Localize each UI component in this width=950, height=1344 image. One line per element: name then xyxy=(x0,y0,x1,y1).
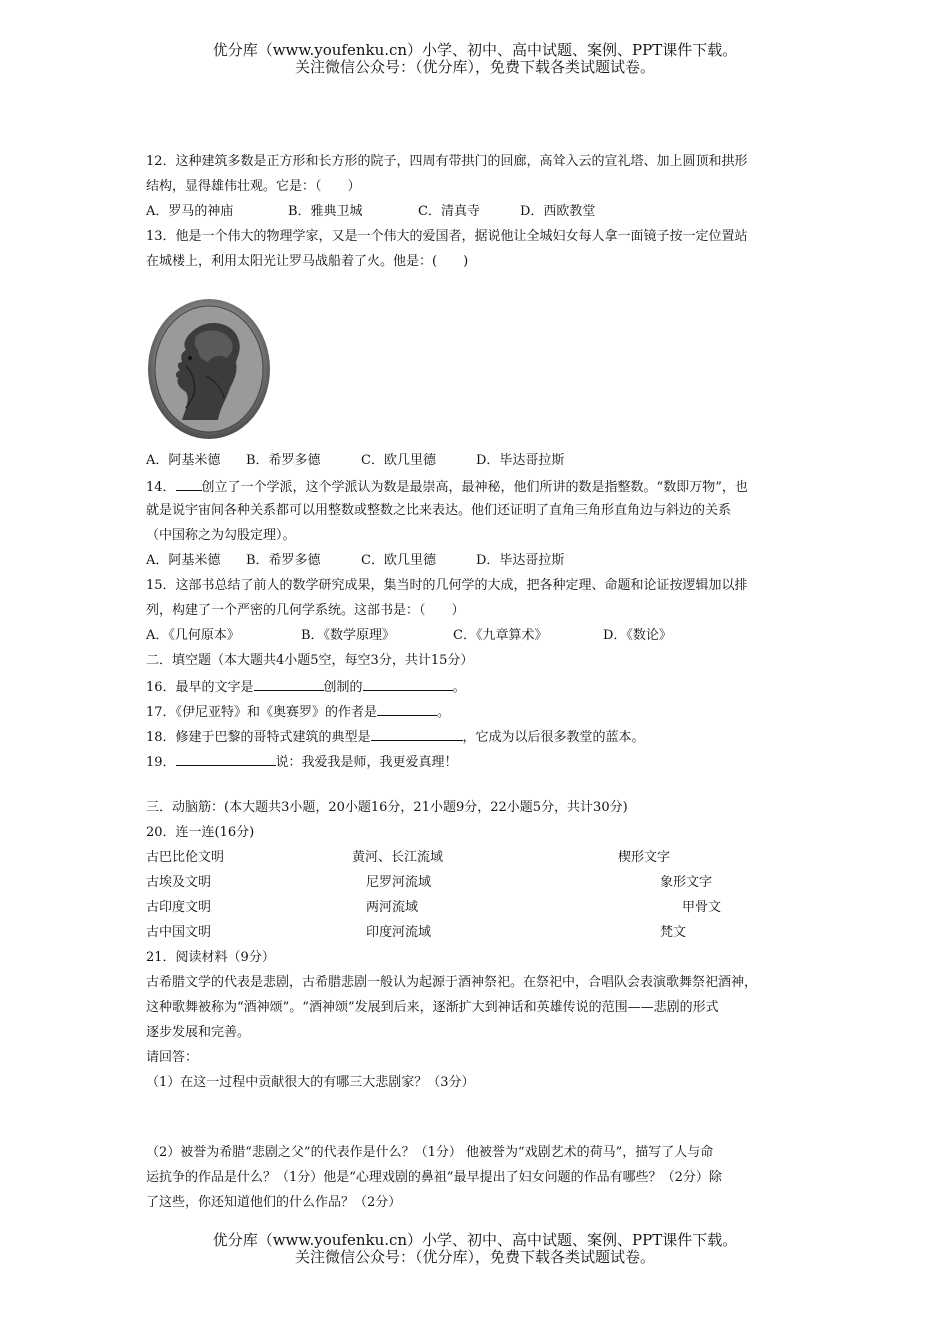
page-header xyxy=(0,42,950,76)
q14-option-b: B．希罗多德 xyxy=(246,553,321,568)
page-footer xyxy=(0,1232,950,1266)
q13-options xyxy=(146,453,564,469)
q17 xyxy=(146,703,450,721)
q14-line-2: 就是说宇宙间各种关系都可以用整数或整数之比来表达。他们还证明了直角三角形直角边与斜边的关系 xyxy=(146,503,732,518)
q14-line-1 xyxy=(146,478,748,496)
q15-options xyxy=(146,628,672,644)
q20-col2-item: 印度河流域 xyxy=(366,925,432,940)
q20-col3-item: 甲骨文 xyxy=(682,900,722,915)
q17-text-a: 17．《伊尼亚特》和《奥赛罗》的作者是 xyxy=(146,705,378,720)
q20-col1-item: 古埃及文明 xyxy=(146,875,212,890)
q14-number: 14． xyxy=(146,480,176,495)
q21-ask: 请回答： xyxy=(146,1050,199,1065)
q14-options xyxy=(146,553,564,569)
q13-option-b: B．希罗多德 xyxy=(246,453,321,468)
q19-blank xyxy=(176,753,276,766)
q16-blank-2 xyxy=(363,678,453,691)
q15-line-2: 列，构建了一个严密的几何学系统。这部书是：（ ） xyxy=(146,603,465,618)
q14-option-d: D．毕达哥拉斯 xyxy=(476,553,565,568)
header-line-2: 关注微信公众号：（优分库），免费下载各类试题试卷。 xyxy=(294,58,655,76)
q20-col3-item: 象形文字 xyxy=(660,875,713,890)
q12-option-d: D．西欧教堂 xyxy=(520,204,596,219)
q21-sub-question-1: （1）在这一过程中贡献很大的有哪三大悲剧家？（3分） xyxy=(146,1075,475,1090)
q15-option-c: C．《九章算术》 xyxy=(453,628,548,643)
q17-blank xyxy=(377,703,437,716)
q19-text-b: 说：我爱我是师，我更爱真理！ xyxy=(275,755,458,770)
q14-line-1-text: 创立了一个学派，这个学派认为数是最崇高，最神秘，他们所讲的数是指整数。“数即万物”，也 xyxy=(201,480,748,495)
q21-sub-question-2-line-3: 了这些，你还知道他们的什么作品？（2分） xyxy=(146,1195,402,1210)
q21-paragraph-line-3: 逐步发展和完善。 xyxy=(146,1025,251,1040)
q20-col1-item: 古中国文明 xyxy=(146,925,212,940)
q20-col1-item: 古巴比伦文明 xyxy=(146,850,225,865)
q21-paragraph-line-1: 古希腊文学的代表是悲剧，古希腊悲剧一般认为起源于酒神祭祀。在祭祀中，合唱队会表演歌舞祭祀酒神， xyxy=(146,975,758,990)
section-2-title: 二．填空题（本大题共4小题5空，每空3分，共计15分） xyxy=(146,653,474,668)
q18-text-a: 18．修建于巴黎的哥特式建筑的典型是 xyxy=(146,730,371,745)
q20-col2-item: 两河流域 xyxy=(366,900,419,915)
q18-blank xyxy=(371,728,463,741)
q20-col2-item: 黄河、长江流域 xyxy=(352,850,444,865)
q13-option-a: A．阿基米德 xyxy=(146,453,221,468)
q15-option-d: D．《数论》 xyxy=(603,628,672,643)
q16-blank-1 xyxy=(254,678,324,691)
header-line-1: 优分库（www.youfenku.cn）小学、初中、高中试题、案例、PPT课件下载。 xyxy=(212,41,738,59)
q20-title: 20．连一连(16分) xyxy=(146,825,255,840)
q14-option-c: C．欧几里德 xyxy=(361,553,436,568)
q15-line-1: 15．这部书总结了前人的数学研究成果，集当时的几何学的大成，把各种定理、命题和论证按逻辑加以排 xyxy=(146,578,748,593)
q14-line-3: （中国称之为勾股定理）。 xyxy=(146,528,296,543)
q12-option-b: B．雅典卫城 xyxy=(288,204,363,219)
q20-col1-item: 古印度文明 xyxy=(146,900,212,915)
q16-text-a: 16．最早的文字是 xyxy=(146,680,254,695)
q19-text-a: 19． xyxy=(146,755,176,770)
q13-line-2: 在城楼上，利用太阳光让罗马战船着了火。他是：( ) xyxy=(146,254,469,269)
q16 xyxy=(146,678,466,696)
q13-option-c: C．欧几里德 xyxy=(361,453,436,468)
q12-line-2: 结构，显得雄伟壮观。它是：（ ） xyxy=(146,179,361,194)
q12-option-c: C．清真寺 xyxy=(418,204,480,219)
q19 xyxy=(146,753,458,771)
q16-text-b: 创制的 xyxy=(323,680,363,695)
q21-paragraph-line-2: 这种歌舞被称为“酒神颂”。“酒神颂”发展到后来，逐渐扩大到神话和英雄传说的范围——悲剧的形式 xyxy=(146,1000,719,1015)
q20-col2-item: 尼罗河流域 xyxy=(366,875,432,890)
q20-col3-item: 梵文 xyxy=(660,925,687,940)
archimedes-coin-portrait xyxy=(146,296,272,442)
q15-option-a: A．《几何原本》 xyxy=(146,628,240,643)
q18-text-b: ，它成为以后很多教堂的蓝本。 xyxy=(462,730,645,745)
footer-line-1: 优分库（www.youfenku.cn）小学、初中、高中试题、案例、PPT课件下载。 xyxy=(212,1231,738,1249)
footer-line-2: 关注微信公众号：（优分库），免费下载各类试题试卷。 xyxy=(294,1248,655,1266)
q16-text-c: 。 xyxy=(452,680,466,695)
q21-title: 21．阅读材料（9分） xyxy=(146,950,275,965)
q20-col3-item: 楔形文字 xyxy=(618,850,671,865)
q13-option-d: D．毕达哥拉斯 xyxy=(476,453,565,468)
q18 xyxy=(146,728,645,746)
q21-sub-question-2-line-2: 运抗争的作品是什么？（1分）他是“心理戏剧的鼻祖”最早提出了妇女问题的作品有哪些？（2分）除 xyxy=(146,1170,722,1185)
q12-options xyxy=(146,204,595,220)
section-3-title: 三．动脑筋：(本大题共3小题，20小题16分，21小题9分，22小题5分，共计30分) xyxy=(146,800,628,815)
q12-option-a: A．罗马的神庙 xyxy=(146,204,234,219)
q17-text-b: 。 xyxy=(437,705,451,720)
q13-line-1: 13．他是一个伟大的物理学家，又是一个伟大的爱国者，据说他让全城妇女每人拿一面镜子按一定位置站 xyxy=(146,229,748,244)
q14-blank xyxy=(176,478,202,491)
q15-option-b: B．《数学原理》 xyxy=(301,628,396,643)
q21-sub-question-2-line-1: （2）被誉为希腊“悲剧之父”的代表作是什么？（1分） 他被誉为“戏剧艺术的荷马”，描写了人与命 xyxy=(146,1145,714,1160)
q12-line-1: 12．这种建筑多数是正方形和长方形的院子，四周有带拱门的回廊，高耸入云的宣礼塔、加上圆顶和拱形 xyxy=(146,154,748,169)
q14-option-a: A．阿基米德 xyxy=(146,553,221,568)
